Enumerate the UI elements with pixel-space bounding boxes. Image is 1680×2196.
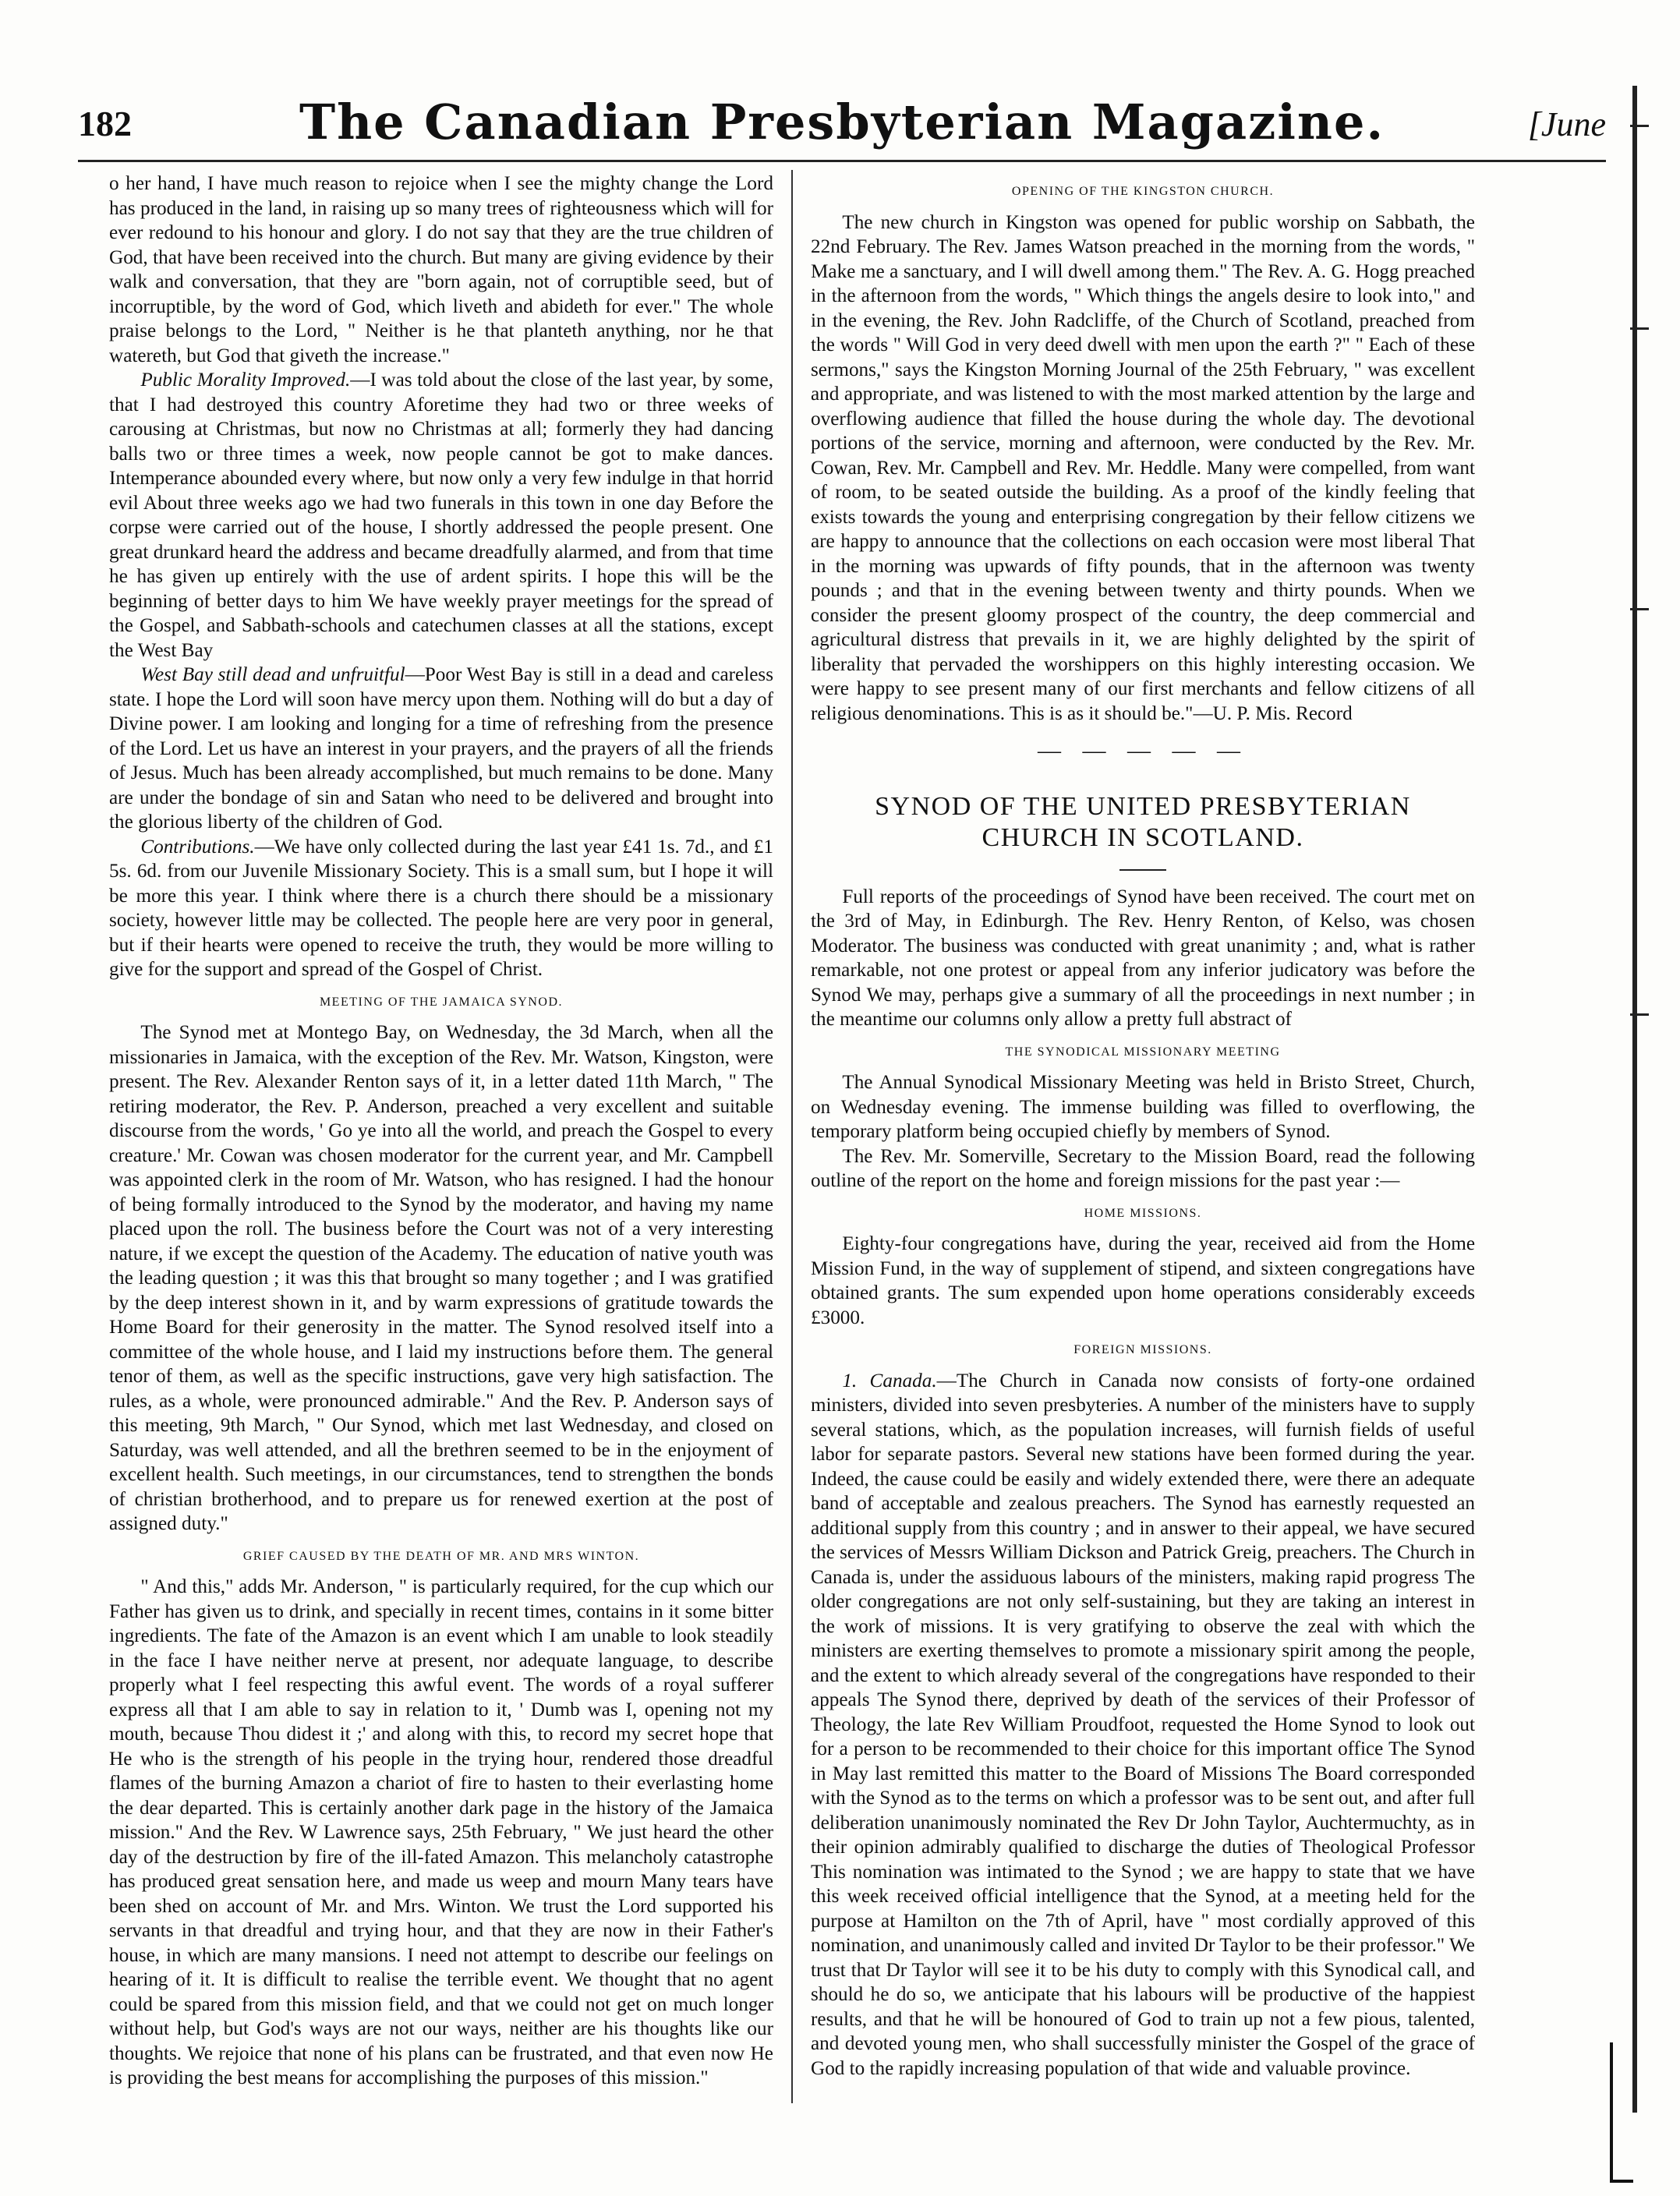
page-corner [1610, 2042, 1633, 2183]
paragraph [811, 1369, 1475, 2081]
paragraph: The new church in Kingston was opened for public worship on Sabbath, the 22nd February. The Rev. James Watson preached in the morning from the words, " Make me a sanctuary, and I will dwell among them." The Rev. A. G. Hogg preached in the afternoon from the words, " Which things the angels desire to look into," and in the evening, the Rev. John Radcliffe, of the Church of Scotland, preached from the words " Will God in very deed dwell with men upon the earth ?" " Each of these sermons," says the Kingston Morning Journal of the 25th February, " was excellent and appropriate, and was listened to with the most marked attention by the large and overflowing audience that filled the house during the whole day. The devotional portions of the service, morning and afternoon, were conducted by the Rev. Mr. Cowan, Rev. Mr. Campbell and Rev. Mr. Heddle. Many were compelled, from want of room, to be seated outside the building. As a proof of the kindly feeling that exists towards the young and enterprising congregation by their fellow citizens we are happy to announce that the collections on each occasion were most liberal That in the morning was upwards of fifty pounds, that in the afternoon was twenty pounds ; and that in the evening between twenty and thirty pounds. When we consider the present gloomy prospect of the country, the deep commercial and agricultural distress that prevails in it, we are highly delighted by the spirit of liberality that pervaded the worshippers on this highly interesting occasion. We were happy to see present many of our first merchants and fellow citizens of all religious denominations. This is as it should be."—U. P. Mis. Record [811, 211, 1475, 724]
paragraph-heading: West Bay still dead and unfruitful [140, 664, 405, 685]
section-separator: — — — — — [1038, 737, 1248, 763]
edge-mark [1630, 608, 1649, 610]
paragraph: " And this," adds Mr. Anderson, " is particularly required, for the cup which our Father has given us to drink, and specially in recent times, contains in it some bitter ingredients. The fate of the Amazon is an event which I am unable to look steadily in the face I have neither nerve at present, nor adequate language, to describe properly what I feel respecting this awful event. The words of a royal sufferer express all that I am able to say in relation to it, ' Dumb was I, opening not my mouth, because Thou didest it ;' and along with this, to record my secret hope that He who is the strength of his people in the trying hour, rendered those dreadful flames of the burning Amazon a chariot of fire to hasten to their everlasting home the dear departed. This is certainly another dark page in the history of the Jamaica mission." And the Rev. W Lawrence says, 25th February, " We just heard the other day of the destruction by fire of the ill-fated Amazon. This melancholy catastrophe has produced great sensation here, and made us weep and mourn Many tears have been shed on account of Mr. and Mrs. Winton. We trust the Lord supported his servants in that dreadful and trying hour, and that they are now in their Father's house, in which are many mansions. I need not attempt to describe our feelings on hearing of it. It is difficult to realise the terrible event. We thought that no agent could be spared from this mission field, and that we could not get on much longer without help, but God's ways are not our ways, neither are his thoughts like our thoughts. We rejoice that none of his plans can be frustrated, and that even now He is providing the best means for accomplishing the purposes of this mission." [109, 1576, 773, 2088]
section-heading: MEETING OF THE JAMAICA SYNOD. [319, 995, 564, 1009]
paragraph [109, 663, 773, 835]
issue-month: [June [1527, 105, 1606, 143]
paragraph-text: —The Church in Canada now consists of forty-one ordained ministers, divided into seven presbyteries. A number of the ministers have to supply several stations, which, as the population increases, will furnish fields of useful labor for separate pastors. Several new stations have been formed during the year. Indeed, the cause could be easily and widely extended there, were there an adequate band of acceptable and zealous preachers. The Synod has earnestly requested an additional supply from this country ; and in answer to their appeal, we have secured the services of Messrs William Dickson and Patrick Greig, preachers. The Church in Canada is, under the assiduous labours of the ministers, making rapid progress The older congregations are not only self-sustaining, but they are taking an interest in the work of missions. It is very gratifying to observe the zeal with which the ministers are exerting themselves to promote a missionary spirit among the people, and the extent to which already several of the congregations have responded to their appeals The Synod there, deprived by death of the services of their Professor of Theology, the late Rev William Proudfoot, requested the Home Synod to look out for a person to be recommended to their choice for this important office The Synod in May last remitted this matter to the Board of Missions The Board corresponded with the Synod as to the terms on which a professor was to be sent out, and after full deliberation unanimously nominated the Rev Dr John Taylor, Auchtermuchty, as in their opinion admirably qualified to discharge the duties of Theological Professor This nomination was intimated to the Synod ; we are happy to state that we have this week received official intelligence that the Synod, at a meeting held for the purpose at Hamilton on the 7th of April, have " most cordially approved of this nomination, and unanimously called and invited Dr Taylor to be their professor." We trust that Dr Taylor will see it to be his duty to comply with this Synodical call, and should he do so, we anticipate that his labours will be productive of the happiest results, and that he will be honoured of God to train up not a few pious, talented, and devoted young men, who shall successfully minister the Gospel of the grace of God to the rapidly increasing population of that wide and valuable province. [811, 1370, 1475, 2079]
right-column [811, 172, 1475, 2081]
magazine-title: The Canadian Presbyterian Magazine. [299, 94, 1385, 150]
paragraph: Eighty-four congregations have, during the year, received aid from the Home Mission Fund, in the way of supplement of stipend, and sixteen congregations have obtained grants. The sum expended upon home operations considerably exceeds £3000. [811, 1233, 1475, 1328]
paragraph: The Annual Synodical Missionary Meeting was held in Bristo Street, Church, on Wednesday evening. The immense building was filled to overflowing, the temporary platform being occupied chiefly by members of Synod. [811, 1072, 1475, 1142]
paragraph-text: —I was told about the close of the last year, by some, that I had destroyed this country Aforetime they had two or three weeks of carousing at Christmas, but now no Christmas at all; formerly they had dancing balls two or three times a week, now people cannot be got to make dances. Intemperance abounded every where, but now only a very few indulge in that horrid evil About three weeks ago we had two funerals in this town in one day Before the corpse were carried out of the house, I shortly addressed the people present. One great drunkard heard the address and became dreadfully alarmed, and from that time he has given up entirely with the use of ardent spirits. I hope this will be the beginning of better days to him We have weekly prayer meetings for the spread of the Gospel, and Sabbath-schools and catechumen classes at all the stations, except the West Bay [109, 370, 774, 661]
edge-mark [1630, 1013, 1649, 1016]
paragraph-heading: Contributions. [140, 836, 255, 858]
paragraph [109, 368, 773, 663]
article-heading: SYNOD OF THE UNITED PRESBYTERIAN CHURCH IN SCOTLAND. [875, 791, 1411, 852]
page-header [78, 94, 1606, 164]
header-rule [78, 160, 1606, 162]
page-number: 182 [78, 104, 132, 143]
section-heading: OPENING OF THE KINGSTON CHURCH. [1011, 185, 1275, 198]
paragraph: The Rev. Mr. Somerville, Secretary to the Mission Board, read the following outline of the report on the home and foreign missions for the past year :— [811, 1145, 1475, 1191]
paragraph-heading: 1. Canada. [842, 1370, 937, 1392]
page-edge [1632, 86, 1637, 2113]
paragraph-text: —We have only collected during the last year £41 1s. 7d., and £1 5s. 6d. from our Juvenile Missionary Society. This is a small sum, but I hope it will be more this year. I think where there is a church there should be a missionary society, however little may be collected. The people here are very poor in general, but if their hearts were opened to receive the truth, they would be more willing to give for the support and spread of the Gospel of Christ. [109, 836, 773, 980]
section-heading: GRIEF CAUSED BY THE DEATH OF MR. AND MRS WINTON. [242, 1549, 640, 1563]
paragraph: The Synod met at Montego Bay, on Wednesday, the 3d March, when all the missionaries in Jamaica, with the exception of the Rev. Mr. Watson, Kingston, were present. The Rev. Alexander Renton says of it, in a letter dated 11th March, " The retiring moderator, the Rev. P. Anderson, preached a very excellent and suitable discourse from the words, ' Go ye into all the world, and preach the Gospel to every creature.' Mr. Cowan was chosen moderator for the current year, and Mr. Campbell was appointed clerk in the room of Mr. Watson, who has resigned. I had the honour of being formally introduced to the Synod by the moderator, and having my name placed upon the roll. The business before the Court was not of a very interesting nature, if we except the question of the Academy. The education of native youth was the leading question ; it was this that brought so many together ; and I was gratified by the deep interest shown in it, and by warm expressions of gratitude towards the Home Board for their generosity in the matter. The Synod resolved itself into a committee of the whole house, and I laid my instructions before them. The general tenor of them, as well as the specific instructions, gave very high satisfaction. The rules, as a whole, were pronounced admirable." And the Rev. P. Anderson says of this meeting, 9th March, " Our Synod, which met last Wednesday, and closed on Saturday, was well attended, and all the brethren seemed to be in the enjoyment of excellent health. Such meetings, in our circumstances, tend to strengthen the bonds of christian brotherhood, and to prepare us for renewed exertion at the post of assigned duty." [109, 1022, 773, 1534]
paragraph: Full reports of the proceedings of Synod have been received. The court met on the 3rd of May, in Edinburgh. The Rev. Henry Renton, of Kelso, was chosen Moderator. The business was conducted with great unanimity ; and, what is rather remarkable, not one protest or appeal from any inferior judicatory was before the Synod We may, perhaps give a summary of all the proceedings in next number ; in the meantime our columns only allow a pretty full abstract of [811, 886, 1475, 1030]
section-heading: FOREIGN MISSIONS. [1073, 1343, 1212, 1356]
section-heading: THE SYNODICAL MISSIONARY MEETING [1005, 1045, 1281, 1059]
edge-mark [1630, 327, 1649, 330]
paragraph-text: —Poor West Bay is still in a dead and careless state. I hope the Lord will soon have mercy upon them. Nothing will do but a day of Divine power. I am looking and longing for a time of refreshing from the presence of the Lord. Let us have an interest in your prayers, and the prayers of all the friends of Jesus. Much has been already accomplished, but much remains to be done. Many are under the bondage of sin and Satan who need to be delivered and brought into the glorious liberty of the children of God. [109, 664, 773, 833]
section-heading: HOME MISSIONS. [1084, 1206, 1202, 1220]
left-column [109, 172, 773, 2091]
edge-mark [1630, 125, 1649, 127]
paragraph: o her hand, I have much reason to rejoice when I see the mighty change the Lord has produced in the land, in raising up so many trees of righteousness which will for ever redound to his honour and glory. I do not say that they are the true children of God, that have been received into the church. But many are giving evidence by their walk and conversation, that they are "born again, not of corruptible seed, but of incorruptible, by the word of God, which liveth and abideth for ever." The whole praise belongs to the Lord, " Neither is he that planteth anything, nor he that watereth, but God that giveth the increase." [109, 173, 773, 366]
short-rule [1119, 869, 1166, 871]
paragraph-heading: Public Morality Improved. [140, 370, 351, 391]
column-divider [791, 170, 793, 2103]
paragraph [109, 835, 773, 982]
